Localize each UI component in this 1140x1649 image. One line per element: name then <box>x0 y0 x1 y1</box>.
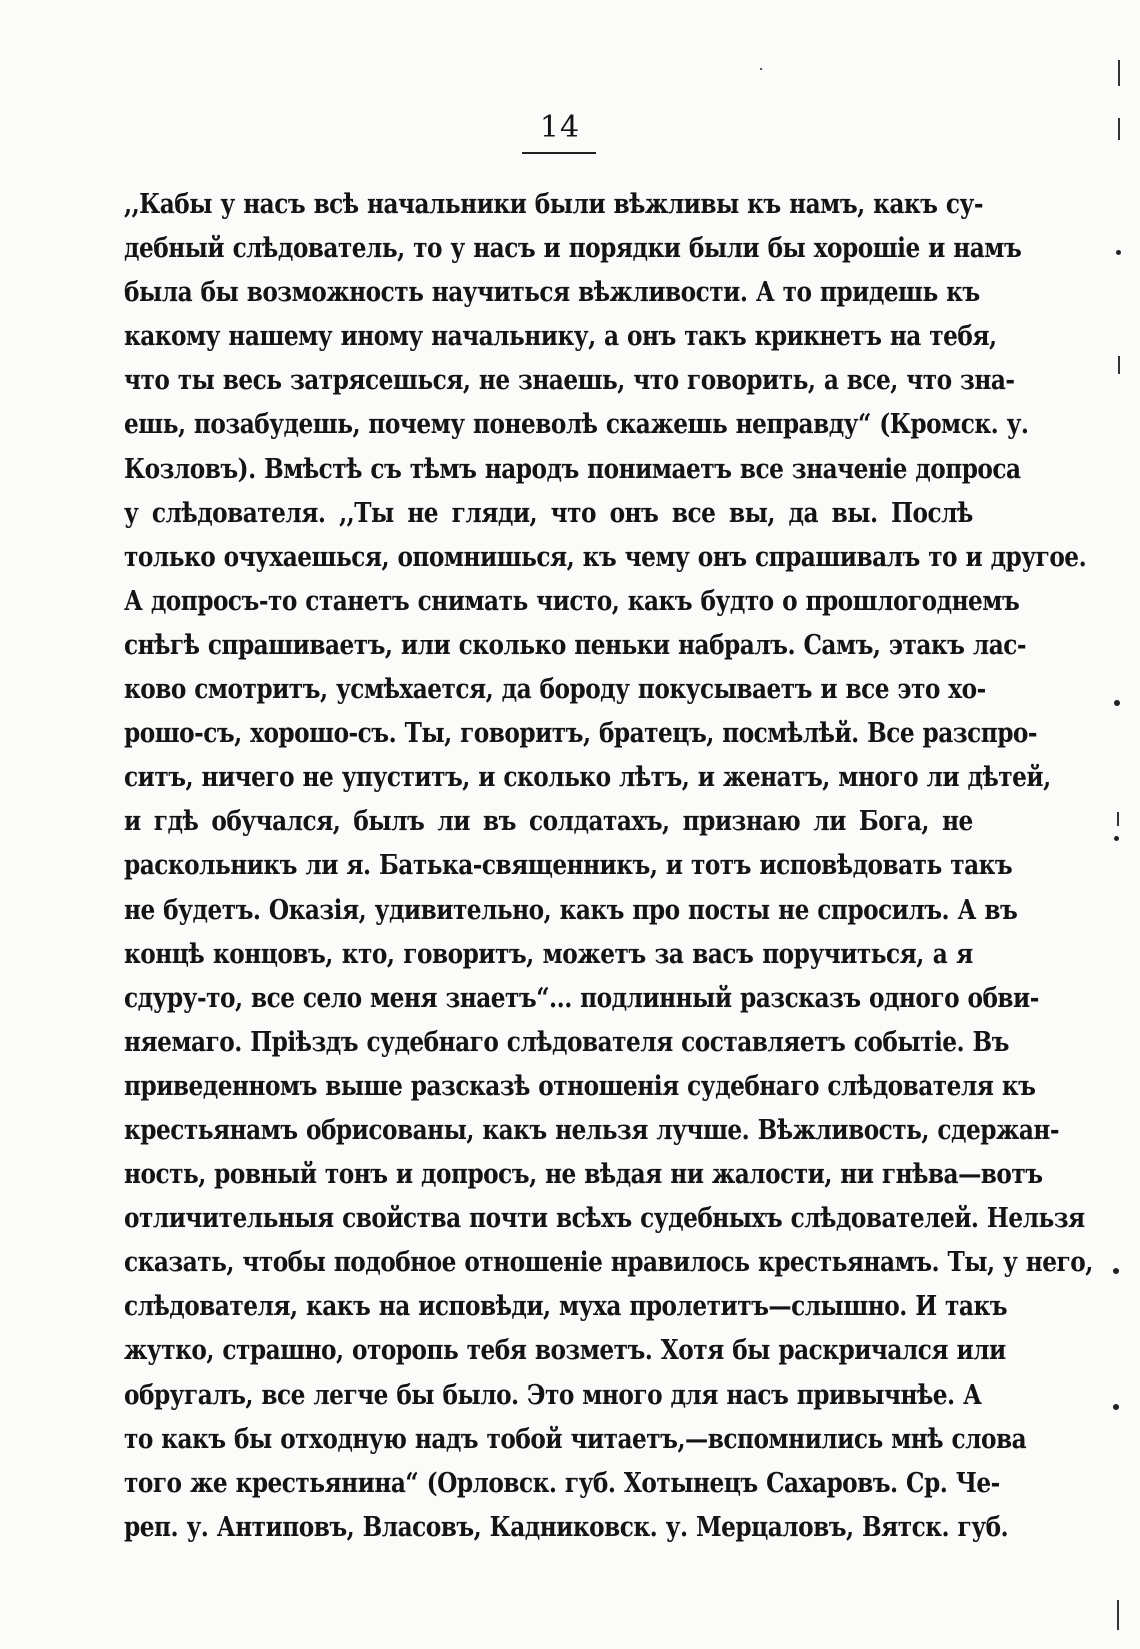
text-line: рошо-съ, хорошо-съ. Ты, говоритъ, братецъ, посмѣлѣй. Все разспро- <box>124 718 1038 750</box>
text-line: раскольникъ ли я. Батька-священникъ, и тотъ исповѣдовать такъ <box>124 850 1013 882</box>
body-text <box>124 183 1093 1550</box>
text-line: сказать, чтобы подобное отношеніе нравилось крестьянамъ. Ты, у него, <box>124 1247 1093 1279</box>
text-line: А допросъ-то станетъ снимать чисто, какъ будто о прошлогоднемъ <box>124 585 1020 617</box>
text-line: была бы возможность научиться вѣжливости. А то придешь къ <box>124 277 980 309</box>
text-line: не будетъ. Оказія, удивительно, какъ про посты не спросилъ. А въ <box>124 894 1018 926</box>
scan-speck <box>1113 1404 1119 1410</box>
scan-speck <box>1114 700 1120 706</box>
text-line: приведенномъ выше разсказѣ отношенія судебнаго слѣдователя къ <box>124 1070 1036 1102</box>
scan-edge-mark <box>1118 118 1120 140</box>
text-line: что ты весь затрясешься, не знаешь, что говорить, а все, что зна- <box>124 365 1015 397</box>
text-line: отличительныя свойства почти всѣхъ судебныхъ слѣдователей. Нельзя <box>124 1203 1085 1235</box>
text-line: крестьянамъ обрисованы, какъ нельзя лучше. Вѣжливость, сдержан- <box>124 1114 1060 1146</box>
text-line: ково смотритъ, усмѣхается, да бороду покусываетъ и все это хо- <box>124 674 986 706</box>
text-line: Козловъ). Вмѣстѣ съ тѣмъ народъ понимаетъ все значеніе допроса <box>124 453 1021 485</box>
text-line: снѣгѣ спрашиваетъ, или сколько пеньки набралъ. Самъ, этакъ лас- <box>124 629 1027 661</box>
text-line: ,,Кабы у насъ всѣ начальники были вѣжливы къ намъ, какъ су- <box>124 189 983 220</box>
text-line: ность, ровный тонъ и допросъ, не вѣдая ни жалости, ни гнѣва—вотъ <box>124 1159 1043 1191</box>
text-line: няемаго. Пріѣздъ судебнаго слѣдователя составляетъ событіе. Въ <box>124 1026 1009 1058</box>
page-number: 14 <box>539 110 581 145</box>
text-line: дебный слѣдователь, то у насъ и порядки были бы хорошіе и намъ <box>124 233 1022 265</box>
text-line: реп. у. Антиповъ, Власовъ, Кадниковск. у. Мерцаловъ, Вятск. губ. <box>124 1511 1009 1543</box>
text-line: только очухаешься, опомнишься, къ чему онъ спрашивалъ то и другое. <box>124 541 1087 573</box>
text-line: жутко, страшно, оторопь тебя возметъ. Хотя бы раскричался или <box>124 1335 1006 1367</box>
text-line: какому нашему иному начальнику, а онъ такъ крикнетъ на тебя, <box>124 321 997 353</box>
text-line: ешь, позабудешь, почему поневолѣ скажешь неправду“ (Кромск. у. <box>124 409 1029 441</box>
text-line: обругалъ, все легче бы было. Это много для насъ привычнѣе. А <box>124 1379 982 1411</box>
text-line: слѣдователя, какъ на исповѣди, муха пролетитъ—слышно. И такъ <box>124 1291 1008 1323</box>
scan-speck <box>1114 836 1119 841</box>
page-number-rule <box>522 152 596 154</box>
scan-speck <box>760 68 762 70</box>
text-line: сдуру-то, все село меня знаетъ“... подлинный разсказъ одного обви- <box>124 982 1039 1014</box>
text-line: у слѣдователя. ,,Ты не гляди, что онъ все вы, да вы. Послѣ <box>124 497 973 529</box>
scan-edge-mark <box>1118 356 1120 374</box>
text-line: концѣ концовъ, кто, говоритъ, можетъ за васъ поручиться, а я <box>124 938 973 970</box>
scan-speck <box>1116 250 1121 255</box>
text-line: и гдѣ обучался, былъ ли въ солдатахъ, признаю ли Бога, не <box>124 806 973 838</box>
text-line: ситъ, ничего не упуститъ, и сколько лѣтъ, и женатъ, много ли дѣтей, <box>124 762 1051 794</box>
scan-edge-mark <box>1117 1600 1119 1630</box>
scan-edge-mark <box>1117 812 1119 826</box>
scan-speck <box>1113 1268 1119 1274</box>
scan-edge-mark <box>1118 60 1120 86</box>
text-line: то какъ бы отходную надъ тобой читаетъ,—вспомнились мнѣ слова <box>124 1423 1027 1455</box>
text-line: того же крестьянина“ (Орловск. губ. Хотынецъ Сахаровъ. Ср. Че- <box>124 1467 1000 1499</box>
